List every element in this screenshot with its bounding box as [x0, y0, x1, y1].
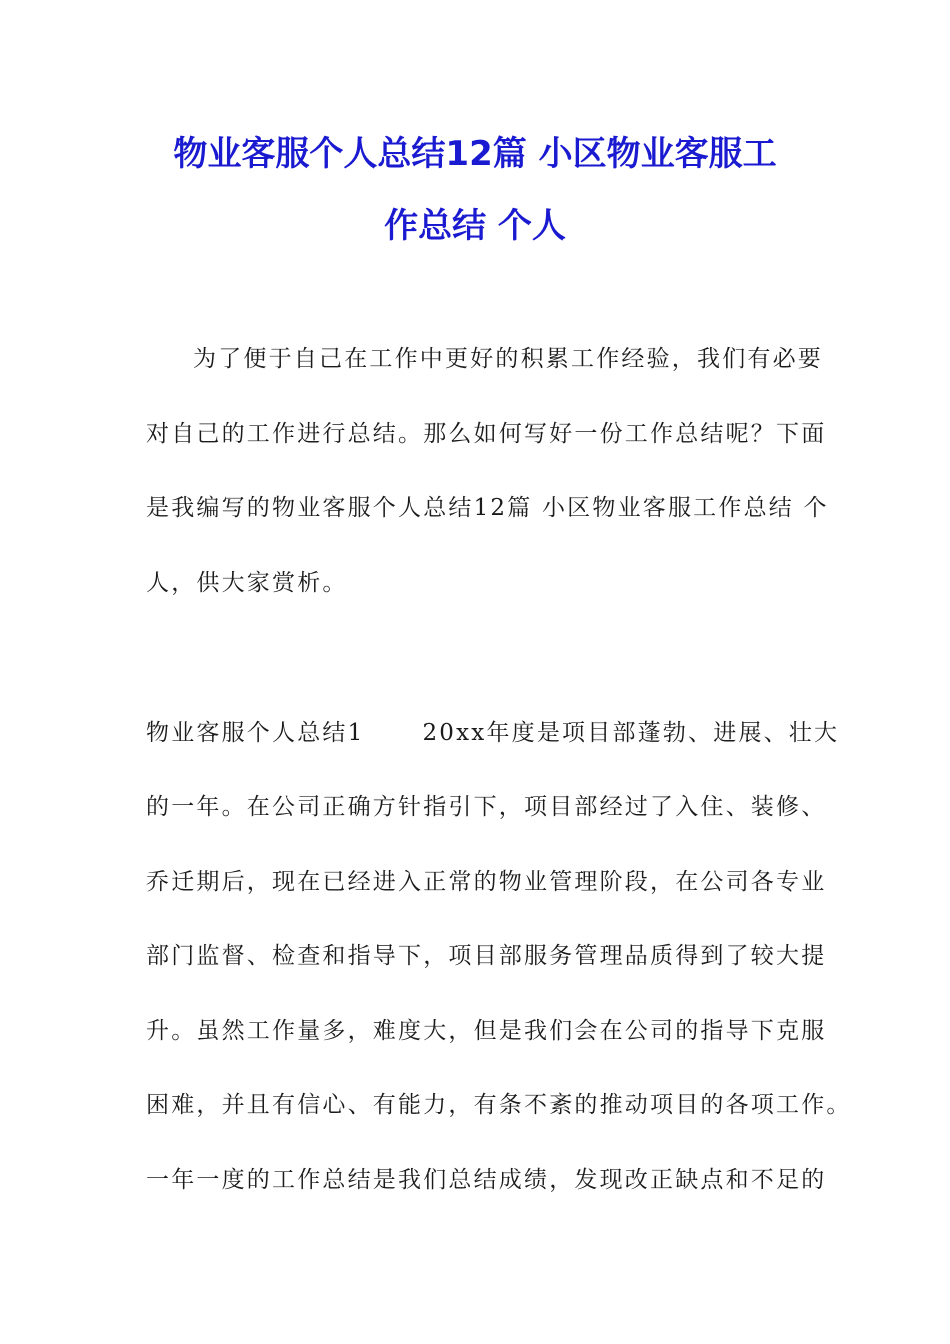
section-1-heading: 物业客服个人总结1: [146, 720, 365, 746]
section-1-line-7: 一年一度的工作总结是我们总结成绩，发现改正缺点和不足的: [146, 1167, 827, 1193]
intro-paragraph-line-2: 对自己的工作进行总结。那么如何写好一份工作总结呢？下面: [146, 421, 827, 447]
section-1-line-1: 20xx年度是项目部蓬勃、进展、壮大: [422, 720, 840, 746]
section-1-line-6: 困难，并且有信心、有能力，有条不紊的推动项目的各项工作。: [146, 1092, 852, 1118]
section-1-line-4: 部门监督、检查和指导下，项目部服务管理品质得到了较大提: [146, 943, 827, 969]
section-1-line-2: 的一年。在公司正确方针指引下，项目部经过了入住、装修、: [146, 794, 827, 820]
intro-paragraph-line-4: 人，供大家赏析。: [146, 570, 348, 596]
intro-paragraph-line-1: 为了便于自己在工作中更好的积累工作经验，我们有必要: [193, 346, 823, 372]
document-title-line-2: 作总结 个人: [384, 206, 566, 246]
intro-paragraph-line-3: 是我编写的物业客服个人总结12篇 小区物业客服工作总结 个: [146, 495, 829, 521]
section-1-line-3: 乔迁期后，现在已经进入正常的物业管理阶段，在公司各专业: [146, 869, 827, 895]
section-1-first-line: [146, 718, 840, 748]
section-1-line-5: 升。虽然工作量多，难度大，但是我们会在公司的指导下克服: [146, 1018, 827, 1044]
document-title-line-1: 物业客服个人总结12篇 小区物业客服工: [173, 134, 777, 174]
